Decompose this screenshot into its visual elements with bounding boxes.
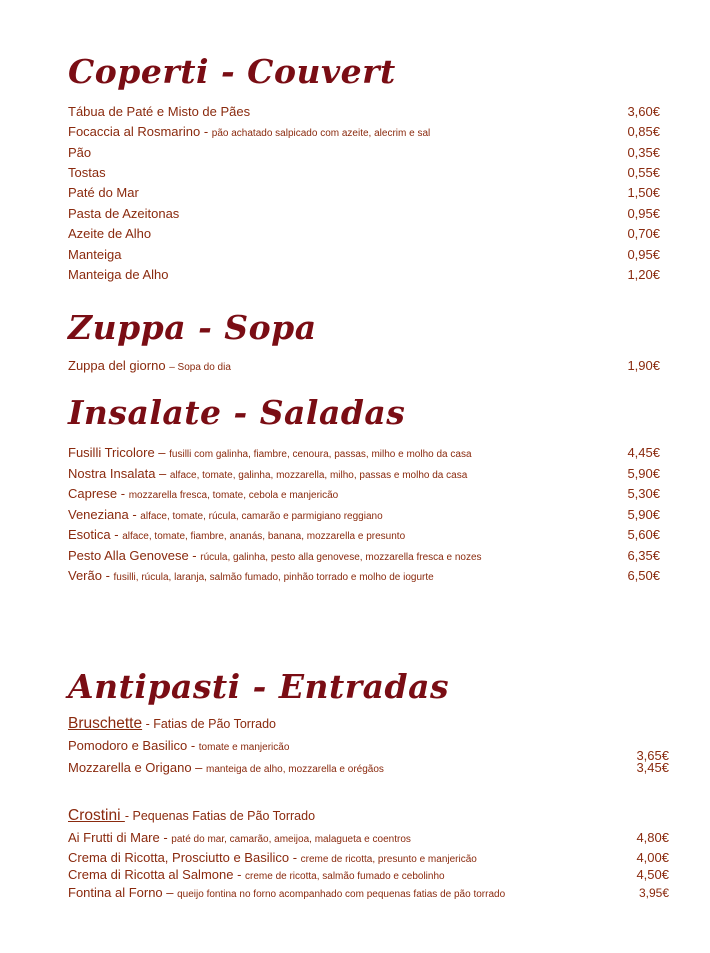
item-description: creme de ricotta, salmão fumado e cebolinho [245,871,445,882]
item-price: 5,90€ [627,466,660,481]
item-price: 5,30€ [627,486,660,501]
section-heading-saladas: Insalate - Saladas [68,393,406,432]
menu-item [68,736,669,763]
item-price: 1,90€ [627,358,660,373]
menu-item [68,443,660,463]
item-name: Pasta de Azeitonas [68,206,180,221]
item-name: Manteiga [68,247,122,262]
item-description: tomate e manjericão [198,742,290,753]
item-description: alface, tomate, galinha, mozzarella, milho, passas e molho da casa [169,470,468,481]
item-price: 4,00€ [636,850,669,865]
item-description: fusilli, rúcula, laranja, salmão fumado, pinhão torrado e molho de iogurte [113,572,434,583]
item-description: fusilli com galinha, fiambre, cenoura, passas, milho e molho da casa [169,449,472,460]
item-price: 5,60€ [627,527,660,542]
item-name: Veneziana - [68,507,141,522]
item-name: Fusilli Tricolore – [68,445,170,460]
item-price: 0,85€ [627,124,660,139]
item-description: rúcula, galinha, pesto alla genovese, mozzarella fresca e nozes [200,552,482,563]
item-price: 6,50€ [627,568,660,583]
item-description: alface, tomate, rúcula, camarão e parmigiano reggiano [140,511,383,522]
item-name: Esotica - [68,527,123,542]
menu-item [68,546,660,566]
item-name: Caprese - [68,486,129,501]
item-price: 3,95€ [638,886,669,900]
item-name: Crema di Ricotta, Prosciutto e Basilico - [68,850,301,865]
item-name: Fontina al Forno – [68,885,178,900]
item-name: Zuppa del giorno [68,358,170,373]
section-heading-entradas: Antipasti - Entradas [68,667,450,706]
menu-item [68,102,660,122]
item-name: Verão - [68,568,114,583]
item-description: mozzarella fresca, tomate, cebola e manjericão [128,490,339,501]
item-name: Paté do Mar [68,185,139,200]
item-name: Nostra Insalata – [68,466,170,481]
item-name: Pomodoro e Basilico - [68,738,199,753]
subsection-heading-bruschette [68,714,276,734]
menu-item [68,204,660,224]
menu-item [68,758,669,778]
menu-item [68,163,660,183]
item-price: 3,65€ [636,748,669,763]
subsection-title: Bruschette [68,715,143,732]
item-price: 0,95€ [627,206,660,221]
menu-item [68,224,660,244]
item-name: Mozzarella e Origano – [68,760,207,775]
item-price: 5,90€ [627,507,660,522]
item-name: Pesto Alla Genovese - [68,548,201,563]
menu-item [68,525,660,545]
item-name: Azeite de Alho [68,226,152,241]
menu-item [68,122,660,142]
menu-item [68,265,660,285]
item-description: creme de ricotta, presunto e manjericão [300,854,477,865]
menu-item [68,464,660,484]
menu-item [68,484,660,504]
item-price: 0,95€ [627,247,660,262]
menu-item [68,828,669,848]
section-heading-sopa: Zuppa - Sopa [68,308,317,347]
item-description: – Sopa do dia [169,362,231,373]
subsection-title: Crostini [68,807,125,824]
item-price: 0,35€ [627,145,660,160]
item-price: 1,20€ [627,267,660,282]
item-name: Crema di Ricotta al Salmone - [68,867,246,882]
item-price: 0,55€ [627,165,660,180]
item-price: 3,60€ [627,104,660,119]
item-description: queijo fontina no forno acompanhado com pequenas fatias de pão torrado [177,889,506,900]
item-description: paté do mar, camarão, ameijoa, malagueta e coentros [171,834,411,845]
item-name: Ai Frutti di Mare - [68,830,172,845]
item-name: Tábua de Paté e Misto de Pães [68,104,251,119]
item-description: alface, tomate, fiambre, ananás, banana, mozzarella e presunto [122,531,406,542]
menu-item [68,356,660,376]
menu-item [68,865,669,885]
item-description: pão achatado salpicado com azeite, alecrim e sal [211,128,431,139]
section-heading-couvert: Coperti - Couvert [68,52,396,91]
item-name: Focaccia al Rosmarino - [68,124,212,139]
item-name: Tostas [68,165,106,180]
menu-item [68,245,660,265]
item-name: Manteiga de Alho [68,267,169,282]
item-price: 4,45€ [627,445,660,460]
item-price: 1,50€ [627,185,660,200]
item-description: manteiga de alho, mozzarella e orégãos [206,764,384,775]
item-price: 6,35€ [627,548,660,563]
item-price: 3,45€ [636,760,669,775]
menu-item [68,505,660,525]
menu-item [68,143,660,163]
item-price: 0,70€ [627,226,660,241]
subsection-subtitle: - Pequenas Fatias de Pão Torrado [124,809,316,823]
subsection-subtitle: - Fatias de Pão Torrado [142,717,276,731]
item-price: 4,80€ [636,830,669,845]
item-price: 4,50€ [636,867,669,882]
menu-item [68,183,660,203]
menu-item [68,883,669,903]
menu-item [68,566,660,586]
subsection-heading-crostini [68,806,315,826]
item-name: Pão [68,145,92,160]
